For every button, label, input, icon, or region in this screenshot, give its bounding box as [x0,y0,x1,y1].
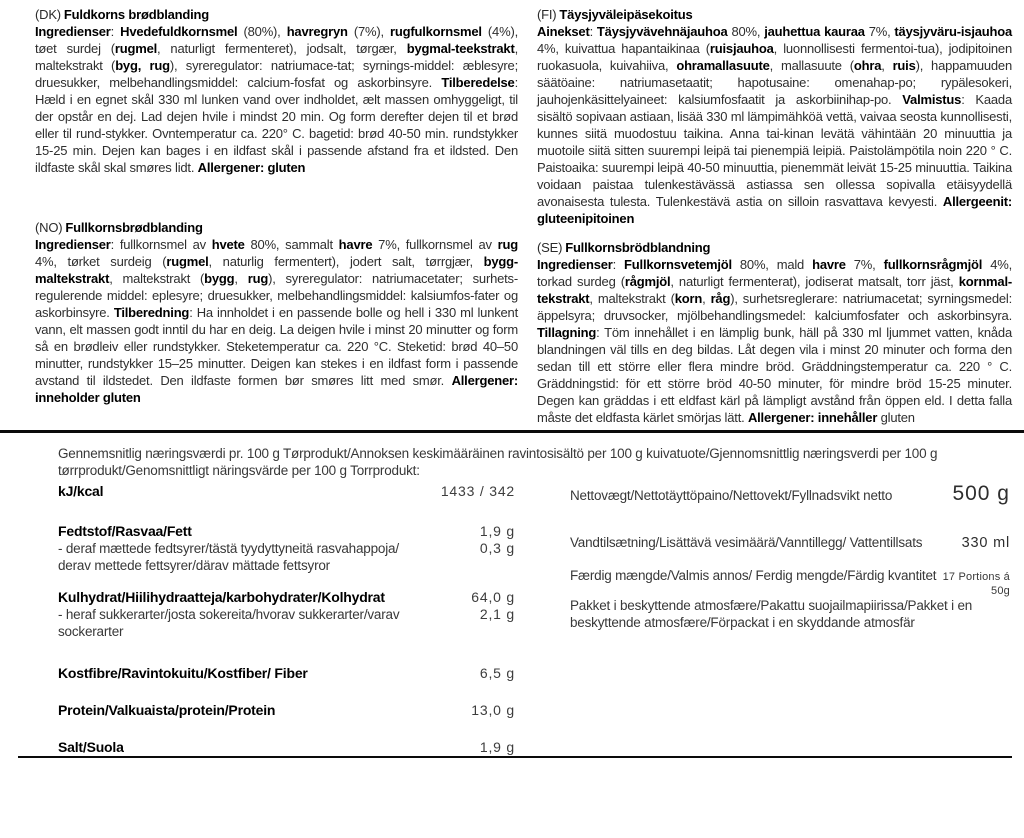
lang-tag-no: (NO) [35,220,63,235]
ingredients-block-fi [537,6,1012,227]
nutrition-header: Gennemsnitlig næringsværdi pr. 100 g Tørprodukt/Annoksen keskimääräinen ravintosisältö per 100 g kuivatuote/Gjennomsnittlig næringsverdi per 100 g tørrprodukt/Genomsnittligt näringsvärde per 100 g Torrprodukt: [58,446,938,478]
block-heading-fi [537,6,1012,23]
water-addition-row [570,534,1010,552]
lang-tag-fi: (FI) [537,7,557,22]
nutrition-sublabel: - heraf sukkerarter/josta sokereita/hvorav sukkerarter/varav [58,607,400,622]
nutrition-value: 1433 / 342 [440,483,515,499]
nutrition-value: 1,9 g [479,739,515,755]
product-title-fi: Täysjyväleipäsekoitus [559,7,693,22]
block-heading-no [35,219,518,236]
ingredients-block-se [537,239,1012,426]
column-left [35,6,518,430]
protective-atmosphere-note: Pakket i beskyttende atmosfære/Pakattu suojailmapiirissa/Pakket i en beskyttende atmosfære/Förpackat i en skyddande atmosfär [570,598,973,630]
net-weight-row [570,482,1010,505]
nutrition-sublabel: - deraf mættede fedtsyrer/tästä tyydyttyneitä rasvahappoja/ [58,541,399,556]
package-info-label: Vandtilsætning/Lisättävä vesimäärä/Vanntillegg/ Vattentillsats [570,535,923,550]
nutrition-label: kJ/kcal [58,483,104,499]
finished-quantity-row [570,567,1010,586]
nutrition-table [58,479,515,756]
net-weight-value: 500 g [952,482,1010,505]
divider-top [0,430,1024,433]
nutrition-value: 64,0 g [471,589,515,605]
nutrition-row-salt [58,739,515,756]
divider-bottom [18,756,1012,758]
package-info-label: Nettovægt/Nettotäyttöpaino/Nettovekt/Fyllnadsvikt netto [570,488,893,503]
nutrition-value: 1,9 g [479,523,515,539]
water-addition-value: 330 ml [961,535,1010,551]
nutrition-row-energy [58,483,515,500]
ingredients-block-no [35,219,518,406]
lang-tag-se: (SE) [537,240,563,255]
nutrition-subvalue: 2,1 g [479,606,515,622]
lang-tag-dk: (DK) [35,7,61,22]
ingredients-block-dk [35,6,518,176]
nutrition-sublabel: sockerarter [58,624,124,639]
product-title-no: Fullkornsbrødblanding [65,220,203,235]
nutrition-row-fiber [58,665,515,682]
nutrition-label: Salt/Suola [58,739,124,755]
nutrition-row-protein [58,702,515,719]
nutrition-section [58,479,1010,756]
package-info [570,479,1010,756]
nutrition-label: Protein/Valkuaista/protein/Protein [58,702,276,718]
ingredients-text-se: Ingredienser: Fullkornsvetemjöl 80%, mald havre 7%, fullkornsrågmjöl 4%, torkad surdeg (rågmjöl, naturligt fermenterat), jodiserat matsalt, torr jäst, kornmal-tekstrakt, maltekstrakt (korn, råg), surhetsreglerare: natriumacetat; syrningsmedel: äppelsyra; druvsocker, mjölbehandlingsmedel: kalciumfosfater och askorbinsyra. Tillagning: Töm innehållet i en lämplig bunk, häll på 330 ml ljummet vatten, knåda blandningen väl tills en deg bildas. Låt degen vila i minst 20 minuter och forma den sedan till ett större eller flera mindre bröd. Gräddningstemperatur ca. 220 ° C. Gräddningstid: för ett större bröd 40-50 minuter, för mindre bröd 15-25 minuter. Degen kan gräddas i ett eldfast kärl på lämpligt avstånd från öppen eld. I detta falla måste det eldfasta kärlet smörjas lätt. Allergener: innehåller gluten [537,257,1013,425]
nutrition-subvalue: 0,3 g [479,540,515,556]
product-title-dk: Fuldkorns brødblanding [63,7,210,22]
package-info-label: Færdig mængde/Valmis annos/ Ferdig mengde/Färdig kvantitet [570,568,937,583]
nutrition-row-fat [58,523,515,574]
nutrition-label: Kostfibre/Ravintokuitu/Kostfiber/ Fiber [58,665,308,681]
ingredients-text-no: Ingredienser: fullkornsmel av hvete 80%, sammalt havre 7%, fullkornsmel av rug 4%, tørket surdeig (rugmel, naturlig fermentert), jodert salt, tørrgjær, bygg-maltekstrakt, maltekstrakt (bygg, rug), syreregulator: natriumacetater; surhets-regulerende middel: eplesyre; druesukker, melbehandlingsmiddel: kalsiumfos-fater og askorbinsyre. Tilberedning: Ha innholdet i en passende bolle og hell i 330 ml lunkent vann, elt massen godt inntil du har en deig. La deigen hvile i minst 20 minutter og form så en brødleiv eller rundstykker. Steketemperatur ca. 220 °C. Steketid: brød 40–50 minutter, rundstykker 15–25 minutter. Deigen kan stekes i en ildfast form i passende avstand til ildstedet. Den ildfaste formen bør smøres litt med smør. Allergener: inneholder gluten [35,237,519,405]
column-right [537,6,1012,430]
nutrition-value: 13,0 g [471,702,515,718]
block-heading-dk [35,6,518,23]
ingredients-text-dk: Ingredienser: Hvedefuldkornsmel (80%), havregryn (7%), rugfulkornsmel (4%), tøet surdej (rugmel, naturligt fermenteret), jodsalt, tørgær, bygmal-teekstrakt, maltekstrakt (byg, rug), syreregulator: natriumace-tat; syrnings-middel: æblesyre; druesukker, melbehandlingsmiddel: calcium-fosfat og askorbinsyre. Tilberedelse: Hæld i en egnet skål 330 ml lunken vand over indholdet, ælt massen omhyggeligt, til der opstår en dej. Lad dejen hvile i mindst 20 min. Og form derefter dejen til et brød eller til rund-stykker. Ovntemperatur ca. 220° C. bagetid: brød 40-50 min. rundstykker 15-25 min. Dejen kan bages i en ildfast skål i passende afstand fra et ildsted. Den ildfaste skål skal smøres lidt. Allergener: gluten [35,24,519,175]
nutrition-label: Fedtstof/Rasvaa/Fett [58,523,192,539]
block-heading-se [537,239,1012,256]
nutrition-label: Kulhydrat/Hiilihydraatteja/karbohydrater/Kolhydrat [58,589,385,605]
product-title-se: Fullkornsbrödblandning [565,240,711,255]
finished-quantity-value: 17 Portions á [942,571,1010,583]
ingredients-text-fi: Ainekset: Täysjyvävehnäjauhoa 80%, jauhettua kauraa 7%, täysjyväru-isjauhoa 4%, kuivattua hapantaikinaa (ruisjauhoa, luonnollisesti fermentoi-tua), jodipitoinen ruokasuola, kuivahiiva, ohramallasuute, mallasuute (ohra, ruis), happamuuden säätöaine: natriumasetaatit; hapotusaine: omenahap-po; rypälesokeri, jauhojenkäsittelyaineet: kalsiumfosfaatit ja askorbiinihap-po. Valmistus: Kaada sisältö sopivaan astiaan, lisää 330 ml lämpimähköä vettä, vaivaa seosta kunnollisesti, kunnes siitä muodostuu taikina. Anna tai-kinan levätä vähintään 20 minuuttia ja muotoile siitä sitten suurempi leipä tai pienempiä leipiä. Paistolämpötila noin 220 ° C. Paistoaika: suurempi leipä 40-50 minuuttia, pienemmät leivät 15-25 minuuttia. Taikina voidaan paistaa tulenkestävässä astiassa sen ollessa sopivalla etäisyydellä avonaisesta tulesta. Tulenkestävä astia on silloin rasvattava kevyesti. Allergeenit: gluteenipitoinen [537,24,1013,226]
portion-size-value: 50g [991,585,1010,597]
nutrition-row-carbs [58,589,515,640]
nutrition-value: 6,5 g [479,665,515,681]
nutrition-sublabel: derav mettede fettsyrer/därav mättade fettsyror [58,558,330,573]
